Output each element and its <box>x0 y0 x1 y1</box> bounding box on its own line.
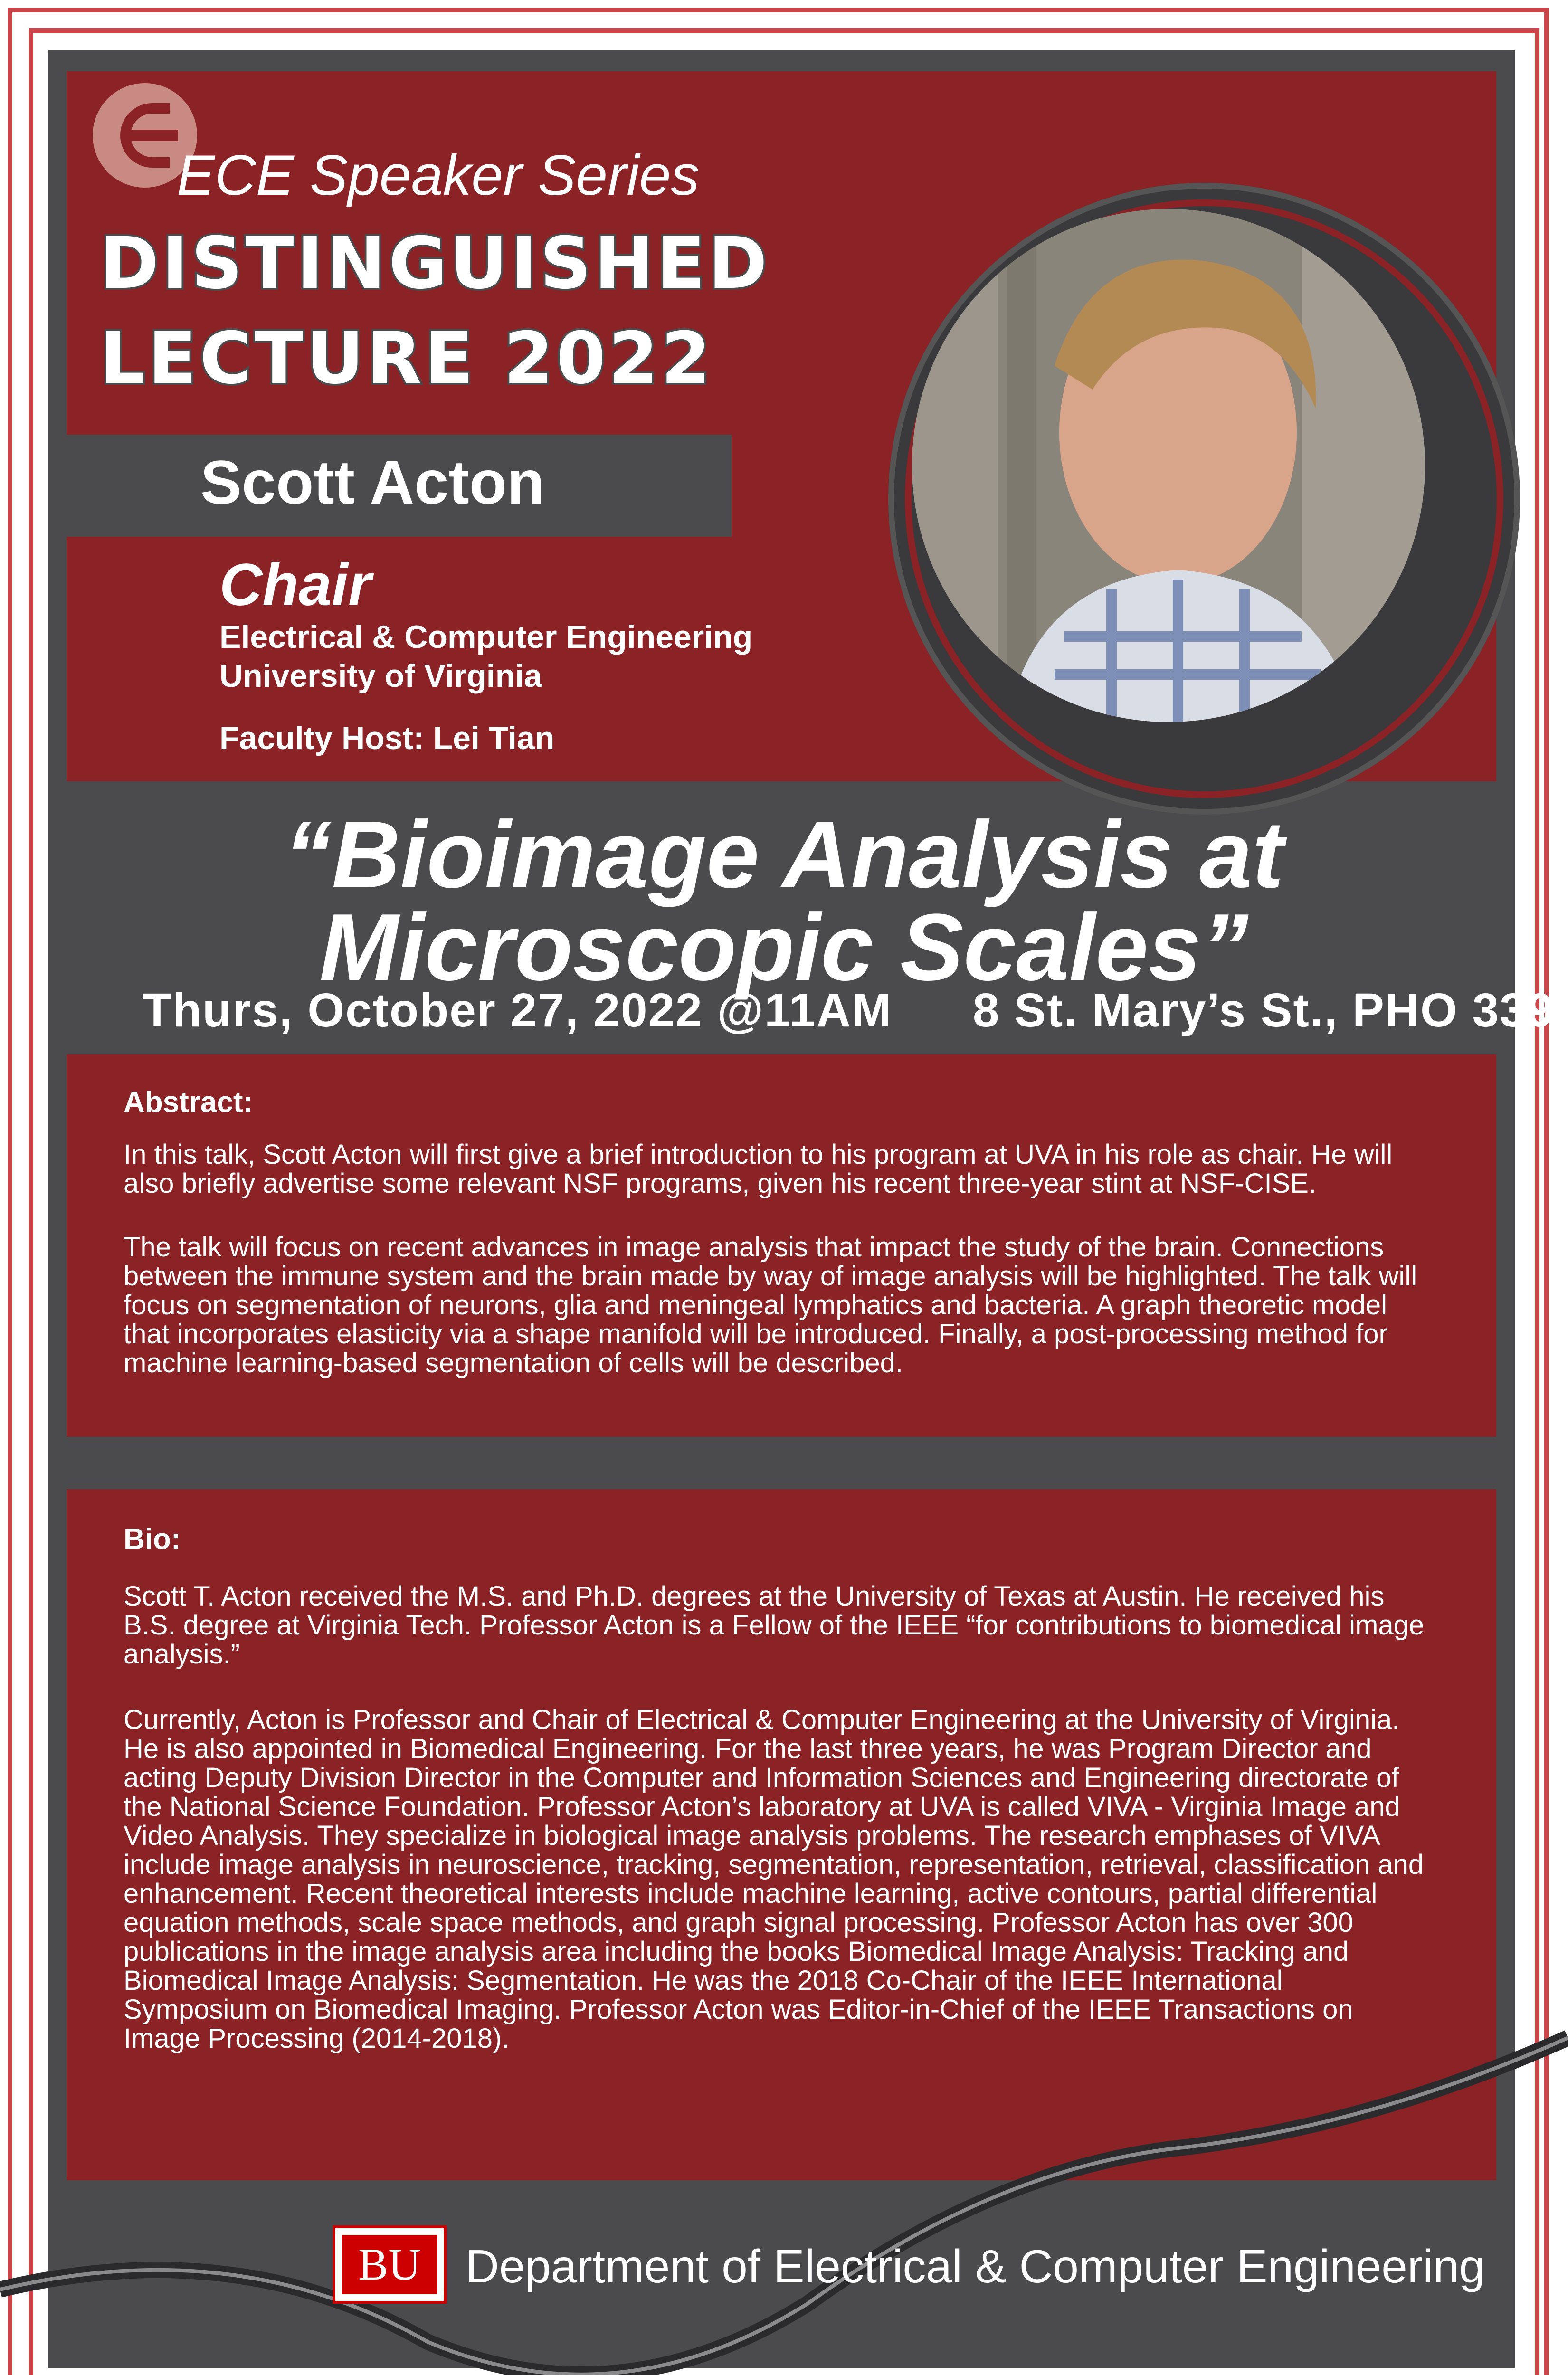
series-title: ECE Speaker Series <box>177 143 700 207</box>
bu-logo-text: BU <box>342 2235 437 2294</box>
bu-logo <box>333 2225 447 2304</box>
speaker-university: University of Virginia <box>219 658 542 694</box>
talk-title-line2: Microscopic Scales” <box>319 894 1249 1000</box>
abstract-heading: Abstract: <box>124 1086 253 1119</box>
speaker-role: Chair <box>219 552 371 618</box>
abstract-paragraph-1: In this talk, Scott Acton will first give a brief introduction to his program at UVA in his role as chair. He will also briefly advertise some relevant NSF programs, given his recent three-year stint at NSF-CISE. <box>124 1139 1393 1199</box>
talk-title-line1: “Bioimage Analysis at <box>284 802 1284 908</box>
bio-paragraph-1: Scott T. Acton received the M.S. and Ph.D. degrees at the University of Texas at Austin. He received his B.S. degree at Virginia Tech. Professor Acton is a Fellow of the IEEE “for contributions to biomedical image analysis.” <box>124 1581 1425 1670</box>
abstract-paragraph-2: The talk will focus on recent advances in image analysis that impact the study of the brain. Connections between the immune system and the brain made by way of image analysis will be highlighted. The talk will focus on segmentation of neurons, glia and meningeal lymphatics and bacteria. A graph theoretic model that incorporates elasticity via a shape manifold will be introduced. Finally, a post-processing method for machine learning-based segmentation of cells will be described. <box>124 1232 1417 1378</box>
talk-location: 8 St. Mary’s St., PHO 339 <box>972 984 1555 1037</box>
bio-heading: Bio: <box>124 1523 181 1556</box>
talk-datetime: Thurs, October 27, 2022 @11AM <box>143 984 893 1037</box>
speaker-name: Scott Acton <box>200 447 545 517</box>
lecture-heading: LECTURE 2022 <box>100 317 713 400</box>
speaker-department: Electrical & Computer Engineering <box>219 619 753 655</box>
faculty-host: Faculty Host: Lei Tian <box>219 720 555 756</box>
footer-department: Department of Electrical & Computer Engineering <box>466 2240 1485 2292</box>
distinguished-heading: DISTINGUISHED <box>100 222 770 305</box>
bio-paragraph-2: Currently, Acton is Professor and Chair of Electrical & Computer Engineering at the University of Virginia. He is also appointed in Biomedical Engineering. For the last three years, he was Program Director and acting Deputy Division Director in the Computer and Information Sciences and Engineering directorate of the National Science Foundation. Professor Acton’s laboratory at UVA is called VIVA - Virginia Image and Video Analysis. They specialize in biological image analysis problems. The research emphases of VIVA include image analysis in neuroscience, tracking, segmentation, representation, retrieval, classification and enhancement. Recent theoretical interests include machine learning, active contours, partial differential equation methods, scale space methods, and graph signal processing. Professor Acton has over 300 publications in the image analysis area including the books Biomedical Image Analysis: Tracking and Biomedical Image Analysis: Segmentation. He was the 2018 Co-Chair of the IEEE International Symposium on Biomedical Imaging. Professor Acton was Editor-in-Chief of the IEEE Transactions on Image Processing (2014-2018). <box>124 1704 1424 2054</box>
